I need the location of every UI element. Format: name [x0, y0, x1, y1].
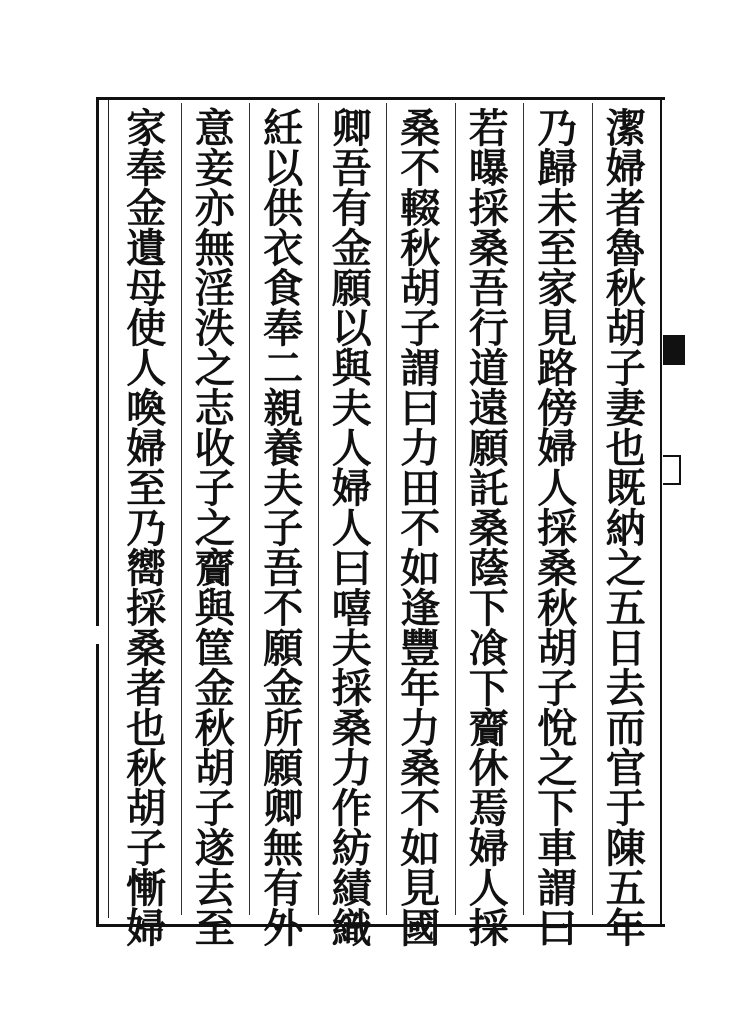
character: 有 — [331, 185, 372, 232]
character: 曰 — [537, 905, 578, 952]
character: 曰 — [400, 385, 441, 432]
character: 子 — [194, 465, 235, 512]
character: 之 — [605, 545, 646, 592]
character: 傍 — [537, 385, 578, 432]
character: 子 — [605, 345, 646, 392]
character: 所 — [263, 705, 304, 752]
character: 人 — [126, 345, 167, 392]
character: 夫 — [331, 625, 372, 672]
character: 下 — [537, 785, 578, 832]
character: 也 — [605, 425, 646, 472]
character: 採 — [468, 185, 509, 232]
character: 者 — [126, 665, 167, 712]
character: 筐 — [194, 625, 235, 672]
character: 力 — [400, 425, 441, 472]
character: 焉 — [468, 785, 509, 832]
character: 以 — [263, 145, 304, 192]
character: 奉 — [126, 145, 167, 192]
character: 織 — [331, 905, 372, 952]
character: 五 — [605, 585, 646, 632]
character: 胡 — [537, 625, 578, 672]
character: 婦 — [126, 425, 167, 472]
character: 卿 — [263, 785, 304, 832]
character: 婦 — [126, 905, 167, 952]
character: 吾 — [331, 145, 372, 192]
character: 之 — [194, 505, 235, 552]
character: 不 — [263, 585, 304, 632]
character: 吾 — [263, 545, 304, 592]
text-column — [252, 103, 314, 952]
character: 道 — [468, 345, 509, 392]
character: 下 — [468, 585, 509, 632]
character: 如 — [400, 545, 441, 592]
character: 魯 — [605, 225, 646, 272]
character: 若 — [468, 105, 509, 152]
character: 悅 — [537, 705, 578, 752]
character: 國 — [400, 905, 441, 952]
character: 慚 — [126, 865, 167, 912]
character: 去 — [605, 665, 646, 712]
character: 夫 — [263, 465, 304, 512]
character: 五 — [605, 865, 646, 912]
character: 遠 — [468, 385, 509, 432]
column-divider — [318, 103, 319, 915]
character: 婦 — [468, 825, 509, 872]
character: 子 — [194, 785, 235, 832]
character: 也 — [126, 705, 167, 752]
character: 下 — [468, 665, 509, 712]
character: 見 — [537, 305, 578, 352]
character: 路 — [537, 345, 578, 392]
character: 去 — [194, 865, 235, 912]
character: 紡 — [331, 825, 372, 872]
character: 胡 — [400, 265, 441, 312]
character: 桑 — [537, 545, 578, 592]
character: 意 — [194, 105, 235, 152]
character: 歸 — [537, 145, 578, 192]
character: 收 — [194, 425, 235, 472]
character: 亦 — [194, 185, 235, 232]
character: 車 — [537, 825, 578, 872]
character: 桑 — [468, 505, 509, 552]
character: 採 — [331, 665, 372, 712]
character: 使 — [126, 305, 167, 352]
character: 喚 — [126, 385, 167, 432]
character: 願 — [263, 625, 304, 672]
character: 與 — [194, 585, 235, 632]
column-divider — [386, 103, 387, 915]
character: 婦 — [537, 425, 578, 472]
character: 金 — [194, 665, 235, 712]
character: 秋 — [605, 265, 646, 312]
text-column — [389, 103, 451, 952]
character: 陳 — [605, 825, 646, 872]
edge-tab-mark — [663, 455, 681, 485]
character: 之 — [194, 345, 235, 392]
character: 子 — [400, 305, 441, 352]
character: 蔭 — [468, 545, 509, 592]
character: 親 — [263, 385, 304, 432]
character: 志 — [194, 385, 235, 432]
character: 子 — [263, 505, 304, 552]
character: 曝 — [468, 145, 509, 192]
character: 金 — [331, 225, 372, 272]
character: 願 — [331, 265, 372, 312]
character: 至 — [126, 465, 167, 512]
character: 乃 — [126, 505, 167, 552]
character: 卿 — [331, 105, 372, 152]
character: 供 — [263, 185, 304, 232]
text-column — [526, 103, 588, 952]
text-column — [458, 103, 520, 952]
character: 桑 — [468, 225, 509, 272]
character: 以 — [331, 305, 372, 352]
left-border-gap — [96, 626, 102, 644]
character: 妾 — [194, 145, 235, 192]
character: 人 — [331, 425, 372, 472]
character: 人 — [331, 505, 372, 552]
character: 力 — [400, 705, 441, 752]
character: 外 — [263, 905, 304, 952]
character: 輟 — [400, 185, 441, 232]
character: 田 — [400, 465, 441, 512]
character: 桑 — [331, 705, 372, 752]
character: 年 — [605, 905, 646, 952]
character: 不 — [400, 505, 441, 552]
character: 飡 — [468, 625, 509, 672]
character: 豐 — [400, 625, 441, 672]
character: 婦 — [331, 465, 372, 512]
character: 淫 — [194, 265, 235, 312]
character: 食 — [263, 265, 304, 312]
character: 吾 — [468, 265, 509, 312]
character: 紝 — [263, 105, 304, 152]
character: 于 — [605, 785, 646, 832]
character: 婦 — [605, 145, 646, 192]
character: 曰 — [331, 545, 372, 592]
character: 妻 — [605, 385, 646, 432]
character: 有 — [263, 865, 304, 912]
column-divider — [455, 103, 456, 915]
character: 謂 — [537, 865, 578, 912]
character: 人 — [537, 465, 578, 512]
edge-tab-block — [663, 335, 685, 365]
column-divider — [181, 103, 182, 915]
character: 採 — [126, 585, 167, 632]
text-column — [115, 103, 177, 952]
left-inner-rule — [108, 100, 109, 918]
column-divider — [249, 103, 250, 915]
character: 母 — [126, 265, 167, 312]
character: 乃 — [537, 105, 578, 152]
character: 年 — [400, 665, 441, 712]
character: 奉 — [263, 305, 304, 352]
character: 休 — [468, 745, 509, 792]
character: 日 — [605, 625, 646, 672]
character: 泆 — [194, 305, 235, 352]
character: 與 — [331, 345, 372, 392]
character: 衣 — [263, 225, 304, 272]
character: 秋 — [126, 745, 167, 792]
column-divider — [523, 103, 524, 915]
character: 養 — [263, 425, 304, 472]
character: 金 — [263, 665, 304, 712]
character: 逢 — [400, 585, 441, 632]
character: 採 — [468, 905, 509, 952]
character: 秋 — [400, 225, 441, 272]
character: 齎 — [468, 705, 509, 752]
character: 見 — [400, 865, 441, 912]
character: 家 — [537, 265, 578, 312]
character: 胡 — [194, 745, 235, 792]
character: 子 — [537, 665, 578, 712]
character: 不 — [400, 785, 441, 832]
character: 至 — [194, 905, 235, 952]
character: 無 — [263, 825, 304, 872]
character: 如 — [400, 825, 441, 872]
character: 胡 — [605, 305, 646, 352]
character: 謂 — [400, 345, 441, 392]
character: 夫 — [331, 385, 372, 432]
character: 子 — [126, 825, 167, 872]
character: 胡 — [126, 785, 167, 832]
character: 二 — [263, 345, 304, 392]
character: 而 — [605, 705, 646, 752]
character: 桑 — [126, 625, 167, 672]
character: 金 — [126, 185, 167, 232]
character: 齎 — [194, 545, 235, 592]
character: 願 — [468, 425, 509, 472]
character: 採 — [537, 505, 578, 552]
character: 未 — [537, 185, 578, 232]
character: 人 — [468, 865, 509, 912]
character: 無 — [194, 225, 235, 272]
text-column — [321, 103, 383, 952]
character: 至 — [537, 225, 578, 272]
character: 官 — [605, 745, 646, 792]
character: 桑 — [400, 745, 441, 792]
text-column — [184, 103, 246, 952]
character: 潔 — [605, 105, 646, 152]
character: 行 — [468, 305, 509, 352]
character: 既 — [605, 465, 646, 512]
column-divider — [592, 103, 593, 915]
character: 託 — [468, 465, 509, 512]
character: 嘻 — [331, 585, 372, 632]
character: 之 — [537, 745, 578, 792]
character: 願 — [263, 745, 304, 792]
character: 桑 — [400, 105, 441, 152]
character: 嚮 — [126, 545, 167, 592]
character: 績 — [331, 865, 372, 912]
character: 遺 — [126, 225, 167, 272]
character: 不 — [400, 145, 441, 192]
text-column — [595, 103, 657, 952]
character: 遂 — [194, 825, 235, 872]
character: 者 — [605, 185, 646, 232]
character: 家 — [126, 105, 167, 152]
character: 秋 — [194, 705, 235, 752]
character: 力 — [331, 745, 372, 792]
character: 作 — [331, 785, 372, 832]
character: 納 — [605, 505, 646, 552]
character: 秋 — [537, 585, 578, 632]
right-border-rule — [660, 97, 662, 927]
